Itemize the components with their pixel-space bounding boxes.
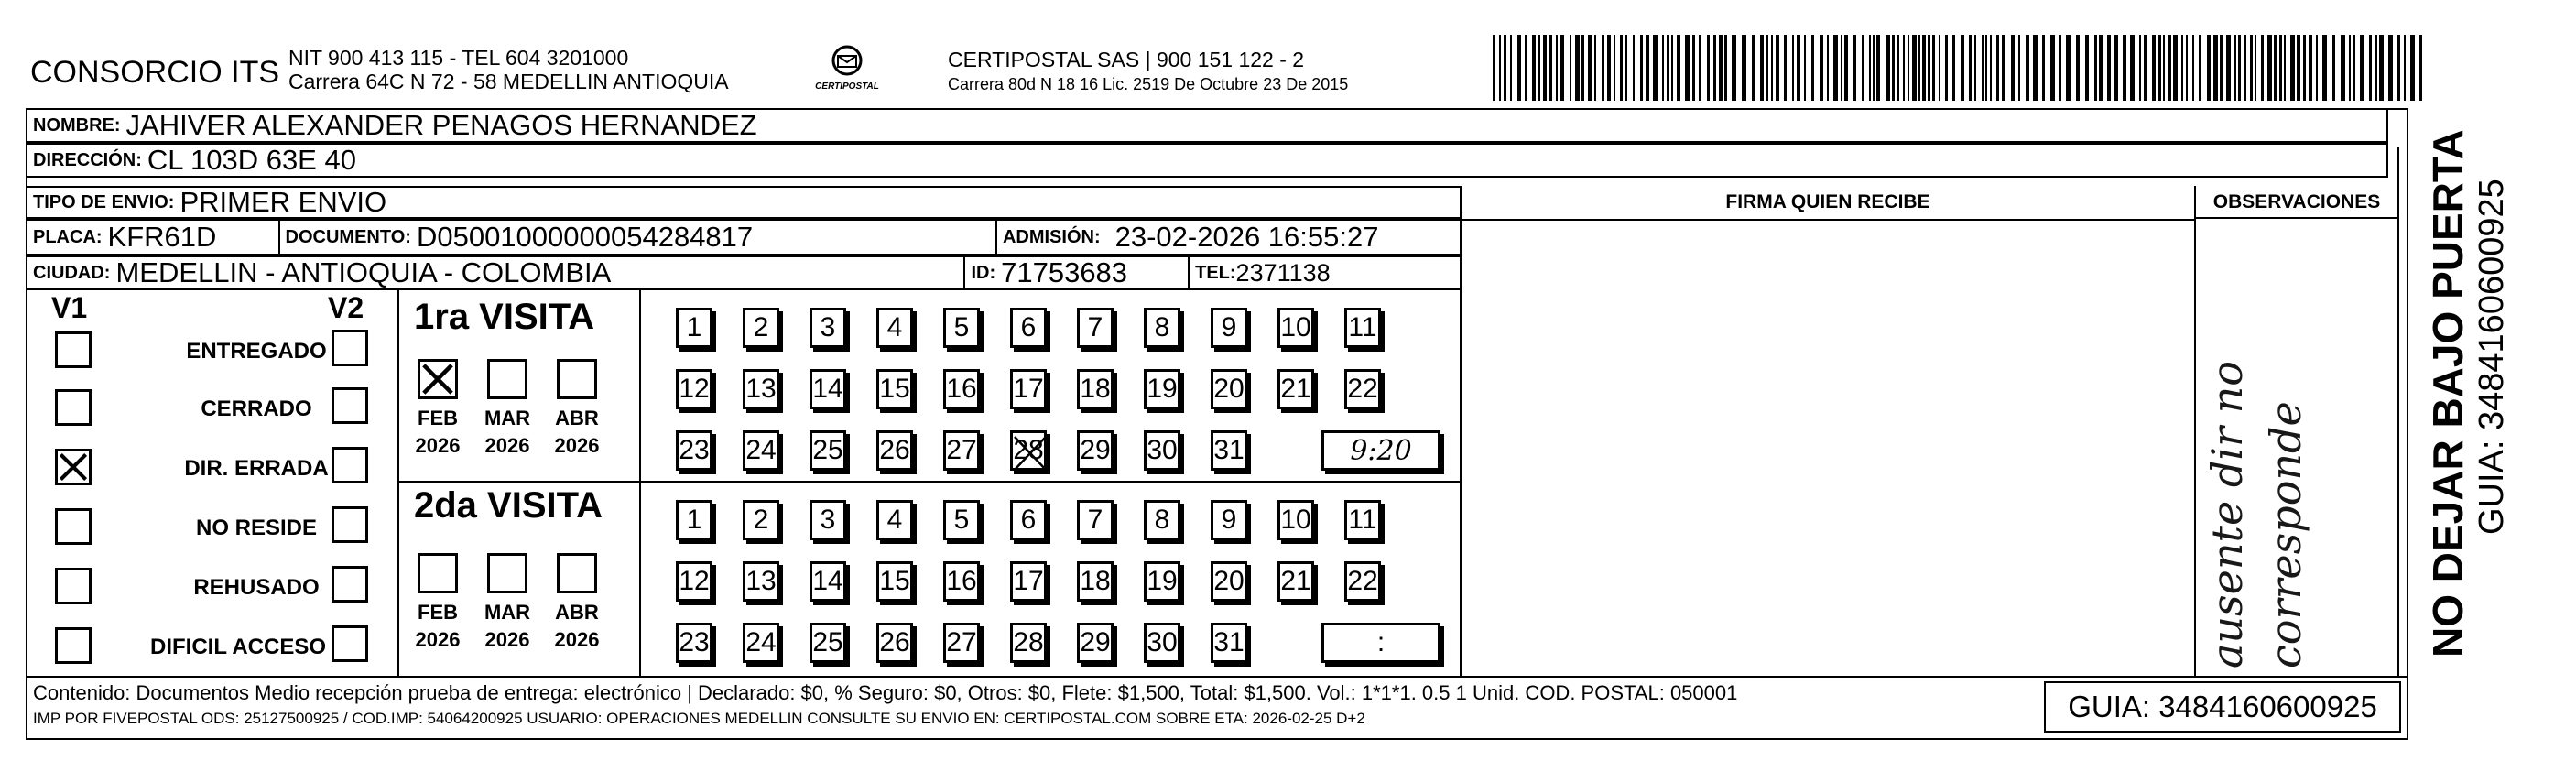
visit1-title: 1ra VISITA <box>414 297 595 337</box>
logo-text: CERTIPOSTAL <box>815 81 879 92</box>
month-name: FEB <box>418 407 458 429</box>
month-label <box>480 405 535 460</box>
nombre-value: JAHIVER ALEXANDER PENAGOS HERNANDEZ <box>125 109 757 141</box>
day-box[interactable]: 15 <box>876 561 913 602</box>
day-box[interactable]: 5 <box>943 500 980 540</box>
month-checkbox[interactable] <box>557 359 597 399</box>
day-box[interactable]: 25 <box>810 430 846 471</box>
day-box[interactable]: 1 <box>676 308 712 348</box>
nombre-label: NOMBRE: <box>33 114 121 136</box>
visit2-title: 2da VISITA <box>414 485 603 526</box>
admision-label: ADMISIÓN: <box>995 219 1101 255</box>
status-v1-checkbox[interactable] <box>55 568 92 604</box>
day-box[interactable]: 18 <box>1077 369 1114 409</box>
day-box[interactable]: 25 <box>810 623 846 663</box>
day-box[interactable]: 24 <box>743 623 779 663</box>
day-box[interactable]: 13 <box>743 369 779 409</box>
day-box[interactable]: 11 <box>1344 500 1381 540</box>
day-box[interactable]: 27 <box>943 623 980 663</box>
day-box[interactable]: 22 <box>1344 561 1381 602</box>
status-v2-checkbox[interactable] <box>332 387 368 424</box>
status-label: ENTREGADO <box>186 339 327 364</box>
day-box[interactable]: 7 <box>1077 308 1114 348</box>
month-name: ABR <box>555 601 599 624</box>
day-box[interactable]: 14 <box>810 561 846 602</box>
day-box[interactable]: 10 <box>1277 308 1314 348</box>
placa-label: PLACA: <box>33 226 103 247</box>
day-box[interactable]: 6 <box>1010 500 1047 540</box>
day-box[interactable]: 28 <box>1010 430 1047 471</box>
status-v2-checkbox[interactable] <box>332 506 368 543</box>
v1-label: V1 <box>51 291 88 324</box>
status-v1-checkbox[interactable] <box>55 389 92 426</box>
direccion-value: CL 103D 63E 40 <box>147 144 356 176</box>
day-box[interactable]: 29 <box>1077 623 1114 663</box>
imp-line: IMP POR FIVEPOSTAL ODS: 25127500925 / COD.IMP: 54064200925 USUARIO: OPERACIONES MEDELLIN CONSULTE SU ENVIO EN: CERTIPOSTAL.COM SOBRE ETA: 2026-02-25 D+2 <box>33 710 1365 727</box>
company-name: CONSORCIO ITS <box>30 55 280 90</box>
observaciones-header: OBSERVACIONES <box>2196 186 2399 219</box>
status-v1-checkbox[interactable] <box>55 331 92 368</box>
day-box[interactable]: 14 <box>810 369 846 409</box>
month-checkbox[interactable] <box>557 553 597 593</box>
address-line: Carrera 64C N 72 - 58 MEDELLIN ANTIOQUIA <box>288 70 729 93</box>
tel-label: TEL: <box>1188 255 1235 290</box>
day-box[interactable]: 9 <box>1211 500 1247 540</box>
day-box[interactable]: 2 <box>743 500 779 540</box>
day-box[interactable]: 4 <box>876 308 913 348</box>
direccion-row <box>26 143 2388 178</box>
day-box[interactable]: 9 <box>1211 308 1247 348</box>
license-line: Carrera 80d N 18 16 Lic. 2519 De Octubre 23 De 2015 <box>948 75 1349 93</box>
day-box[interactable]: 15 <box>876 369 913 409</box>
day-box[interactable]: 5 <box>943 308 980 348</box>
contenido-line: Contenido: Documentos Medio recepción prueba de entrega: electrónico | Declarado: $0, % Seguro: $0, Otros: $0, Flete: $1,500, Total: $1,500. Vol.: 1*1*1. 0.5 1 Unid. COD. POSTAL: 050001 <box>33 681 1738 704</box>
day-box[interactable]: 20 <box>1211 561 1247 602</box>
day-box[interactable]: 28 <box>1010 623 1047 663</box>
day-box[interactable]: 30 <box>1144 430 1180 471</box>
x-mark-icon <box>58 451 89 483</box>
month-year: 2026 <box>554 628 600 651</box>
day-box[interactable]: 21 <box>1277 369 1314 409</box>
documento-label: DOCUMENTO: <box>278 219 411 255</box>
day-box[interactable]: 26 <box>876 623 913 663</box>
v2-label: V2 <box>328 291 364 324</box>
status-v1-checkbox[interactable] <box>55 449 92 485</box>
month-label <box>480 599 535 654</box>
nombre-row <box>26 108 2388 143</box>
envelope-icon <box>827 44 867 77</box>
month-name: ABR <box>555 407 599 429</box>
month-checkbox[interactable] <box>418 359 458 399</box>
month-checkbox[interactable] <box>418 553 458 593</box>
status-label: CERRADO <box>201 396 312 421</box>
day-box[interactable]: 29 <box>1077 430 1114 471</box>
documento-value: D05001000000054284817 <box>416 221 754 253</box>
day-box[interactable]: 8 <box>1144 500 1180 540</box>
day-box[interactable]: 7 <box>1077 500 1114 540</box>
ciudad-row <box>26 255 1462 290</box>
day-box[interactable]: 17 <box>1010 369 1047 409</box>
month-name: MAR <box>484 407 531 429</box>
day-box[interactable]: 21 <box>1277 561 1314 602</box>
month-label <box>410 405 465 460</box>
no-dejar-bajo-puerta: NO DEJAR BAJO PUERTA <box>2424 129 2472 658</box>
day-box[interactable]: 31 <box>1211 623 1247 663</box>
day-box[interactable]: 16 <box>943 561 980 602</box>
day-box[interactable]: 11 <box>1344 308 1381 348</box>
time-box[interactable]: 9:20 <box>1321 430 1440 471</box>
day-box[interactable]: 19 <box>1144 561 1180 602</box>
tipo-value: PRIMER ENVIO <box>179 186 387 218</box>
postal-line: CERTIPOSTAL SAS | 900 151 122 - 2 <box>948 48 1305 71</box>
nit-line: NIT 900 413 115 - TEL 604 3201000 <box>288 46 629 70</box>
day-box[interactable]: 26 <box>876 430 913 471</box>
month-name: MAR <box>484 601 531 624</box>
day-box[interactable]: 18 <box>1077 561 1114 602</box>
month-checkbox[interactable] <box>487 359 527 399</box>
day-box[interactable]: 6 <box>1010 308 1047 348</box>
month-name: FEB <box>418 601 458 624</box>
firma-header: FIRMA QUIEN RECIBE <box>1462 186 2194 221</box>
x-mark-icon <box>420 362 455 396</box>
visit-divider <box>397 481 1460 483</box>
status-v1-checkbox[interactable] <box>55 508 92 545</box>
direccion-label: DIRECCIÓN: <box>33 149 142 170</box>
time-box[interactable]: : <box>1321 623 1440 663</box>
tel-value: 2371138 <box>1235 258 1331 287</box>
ciudad-value: MEDELLIN - ANTIOQUIA - COLOMBIA <box>115 256 612 288</box>
tipo-label: TIPO DE ENVIO: <box>33 191 175 212</box>
day-box[interactable]: 17 <box>1010 561 1047 602</box>
month-year: 2026 <box>484 434 530 457</box>
day-box[interactable]: 1 <box>676 500 712 540</box>
observaciones-divider <box>2397 147 2399 676</box>
day-box[interactable]: 20 <box>1211 369 1247 409</box>
day-box[interactable]: 4 <box>876 500 913 540</box>
ciudad-label: CIUDAD: <box>33 262 111 283</box>
status-label: DIR. ERRADA <box>184 456 329 481</box>
day-box[interactable]: 12 <box>676 369 712 409</box>
status-v2-checkbox[interactable] <box>332 625 368 662</box>
day-box[interactable]: 23 <box>676 623 712 663</box>
month-label <box>549 599 604 654</box>
day-box[interactable]: 13 <box>743 561 779 602</box>
status-v1-checkbox[interactable] <box>55 627 92 664</box>
day-box[interactable]: 8 <box>1144 308 1180 348</box>
month-year: 2026 <box>415 434 461 457</box>
month-label <box>410 599 465 654</box>
day-box[interactable]: 3 <box>810 500 846 540</box>
certipostal-logo <box>806 44 888 99</box>
placa-row <box>26 219 1462 255</box>
footer-guia: GUIA: 3484160600925 <box>2044 681 2401 733</box>
day-box[interactable]: 16 <box>943 369 980 409</box>
month-year: 2026 <box>415 628 461 651</box>
month-year: 2026 <box>554 434 600 457</box>
x-mark-icon <box>1013 433 1049 473</box>
day-box[interactable]: 12 <box>676 561 712 602</box>
placa-value: KFR61D <box>107 221 217 253</box>
status-label: REHUSADO <box>193 575 320 600</box>
status-label: DIFICIL ACCESO <box>149 635 326 659</box>
day-box[interactable]: 22 <box>1344 369 1381 409</box>
admision-value: 23-02-2026 16:55:27 <box>1114 221 1379 253</box>
side-guia: GUIA: 3484160600925 <box>2473 179 2511 536</box>
day-box[interactable]: 3 <box>810 308 846 348</box>
day-box[interactable]: 2 <box>743 308 779 348</box>
month-year: 2026 <box>484 628 530 651</box>
id-label: ID: <box>963 255 995 290</box>
tipo-row <box>26 186 1462 219</box>
status-label: NO RESIDE <box>195 516 318 540</box>
month-divider <box>639 290 641 676</box>
day-box[interactable]: 27 <box>943 430 980 471</box>
month-label <box>549 405 604 460</box>
month-checkbox[interactable] <box>487 553 527 593</box>
footer <box>26 676 2408 678</box>
status-v2-checkbox[interactable] <box>332 447 368 483</box>
status-v2-checkbox[interactable] <box>332 330 368 366</box>
status-v2-checkbox[interactable] <box>332 566 368 603</box>
handwritten-note: ausente dir no corresponde <box>2202 361 2310 668</box>
day-box[interactable]: 10 <box>1277 500 1314 540</box>
day-box[interactable]: 23 <box>676 430 712 471</box>
day-box[interactable]: 24 <box>743 430 779 471</box>
firma-column <box>1460 186 2196 676</box>
day-box[interactable]: 19 <box>1144 369 1180 409</box>
day-box[interactable]: 31 <box>1211 430 1247 471</box>
barcode <box>1493 35 2427 101</box>
id-value: 71753683 <box>1001 256 1128 288</box>
day-box[interactable]: 30 <box>1144 623 1180 663</box>
